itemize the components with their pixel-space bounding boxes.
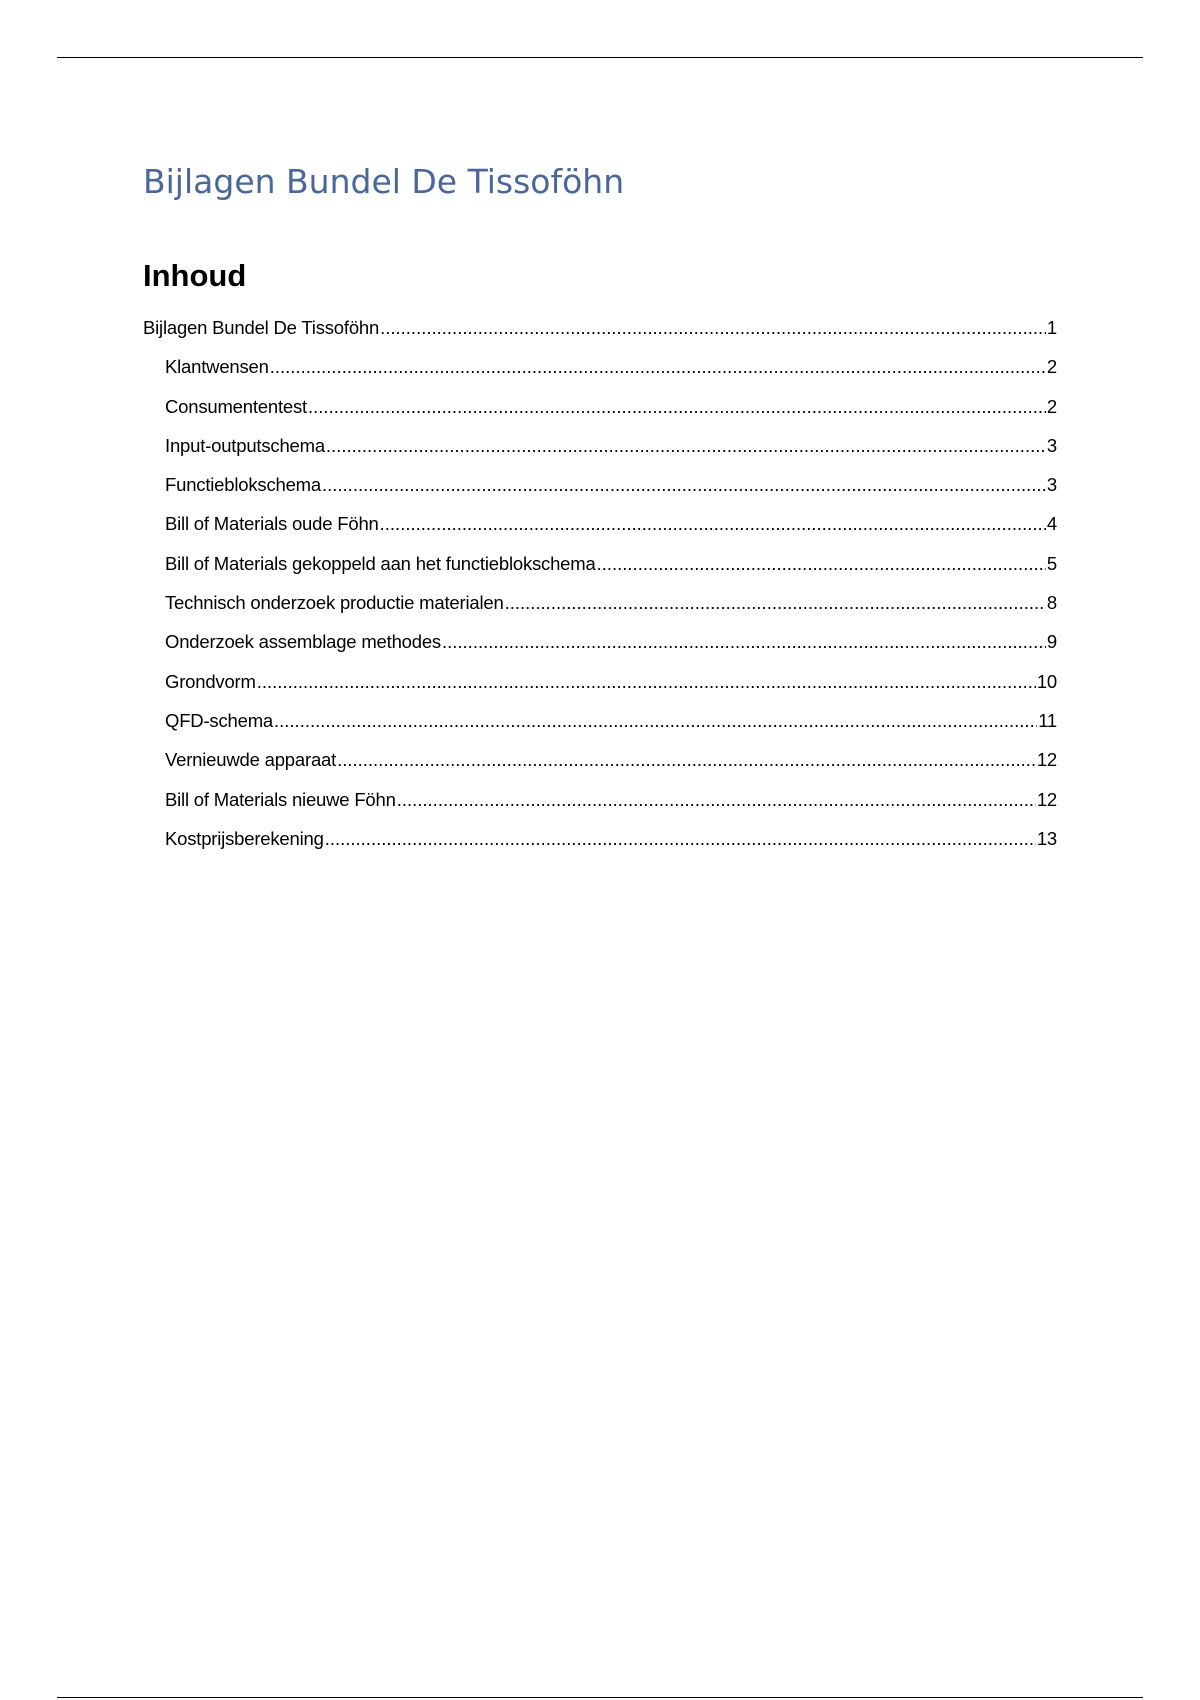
toc-entry[interactable] <box>143 786 1057 825</box>
toc-entry-label: Bijlagen Bundel De Tissoföhn <box>143 317 380 338</box>
toc-entry-page-number: 3 <box>1046 434 1057 456</box>
toc-entry[interactable] <box>143 510 1057 549</box>
toc-entry[interactable] <box>143 825 1057 864</box>
toc-entry-page-number: 2 <box>1046 395 1057 417</box>
toc-entry-page-number: 9 <box>1046 631 1057 653</box>
toc-entry-page-number: 1 <box>1046 317 1057 338</box>
toc-entry-page-number: 4 <box>1046 513 1057 535</box>
toc-dot-leader <box>380 314 1046 342</box>
toc-entry-label: Kostprijsberekening <box>165 827 324 849</box>
toc-entry[interactable] <box>143 589 1057 628</box>
toc-entry-page-number: 10 <box>1036 670 1057 692</box>
toc-dot-leader <box>322 471 1046 499</box>
toc-dot-leader <box>274 707 1037 735</box>
toc-dot-leader <box>270 353 1046 381</box>
toc-entry-page-number: 8 <box>1046 592 1057 614</box>
toc-entry-page-number: 3 <box>1046 474 1057 496</box>
toc-dot-leader <box>597 550 1046 578</box>
toc-entry-label: Technisch onderzoek productie materialen <box>165 592 504 614</box>
toc-entry[interactable] <box>143 707 1057 746</box>
toc-entry-page-number: 11 <box>1038 709 1057 731</box>
toc-entry[interactable] <box>143 432 1057 471</box>
toc-entry[interactable] <box>143 628 1057 667</box>
toc-entry-label: Vernieuwde apparaat <box>165 749 337 771</box>
toc-dot-leader <box>505 589 1046 617</box>
toc-entry[interactable] <box>143 746 1057 785</box>
toc-entry[interactable] <box>143 314 1057 353</box>
toc-entry-label: Functieblokschema <box>165 474 321 496</box>
toc-entry-page-number: 12 <box>1036 749 1057 771</box>
toc-entry-label: Bill of Materials gekoppeld aan het functieblokschema <box>165 552 596 574</box>
toc-dot-leader <box>397 786 1036 814</box>
header-rule <box>57 57 1143 58</box>
toc-entry[interactable] <box>143 353 1057 392</box>
toc-entry[interactable] <box>143 393 1057 432</box>
toc-dot-leader <box>337 746 1036 774</box>
toc-entry-label: Bill of Materials nieuwe Föhn <box>165 788 396 810</box>
toc-entry-label: Bill of Materials oude Föhn <box>165 513 379 535</box>
toc-heading: Inhoud <box>143 258 247 293</box>
document-title: Bijlagen Bundel De Tissoföhn <box>143 162 625 201</box>
toc-entry-page-number: 13 <box>1036 827 1057 849</box>
toc-entry-label: Klantwensen <box>165 356 269 378</box>
toc-dot-leader <box>442 628 1046 656</box>
footer-rule <box>57 1697 1143 1698</box>
toc-entry-page-number: 12 <box>1036 788 1057 810</box>
toc-dot-leader <box>380 510 1046 538</box>
toc-entry[interactable] <box>143 668 1057 707</box>
toc-entry-label: Consumententest <box>165 395 308 417</box>
toc-dot-leader <box>257 668 1036 696</box>
table-of-contents <box>143 314 1057 864</box>
toc-dot-leader <box>326 432 1046 460</box>
toc-entry[interactable] <box>143 550 1057 589</box>
toc-entry-label: Grondvorm <box>165 670 256 692</box>
toc-entry-label: Input-outputschema <box>165 434 325 456</box>
toc-entry-page-number: 2 <box>1046 356 1057 378</box>
toc-dot-leader <box>325 825 1036 853</box>
toc-dot-leader <box>308 393 1046 421</box>
toc-entry[interactable] <box>143 471 1057 510</box>
toc-entry-page-number: 5 <box>1046 552 1057 574</box>
toc-entry-label: QFD-schema <box>165 709 273 731</box>
toc-entry-label: Onderzoek assemblage methodes <box>165 631 441 653</box>
